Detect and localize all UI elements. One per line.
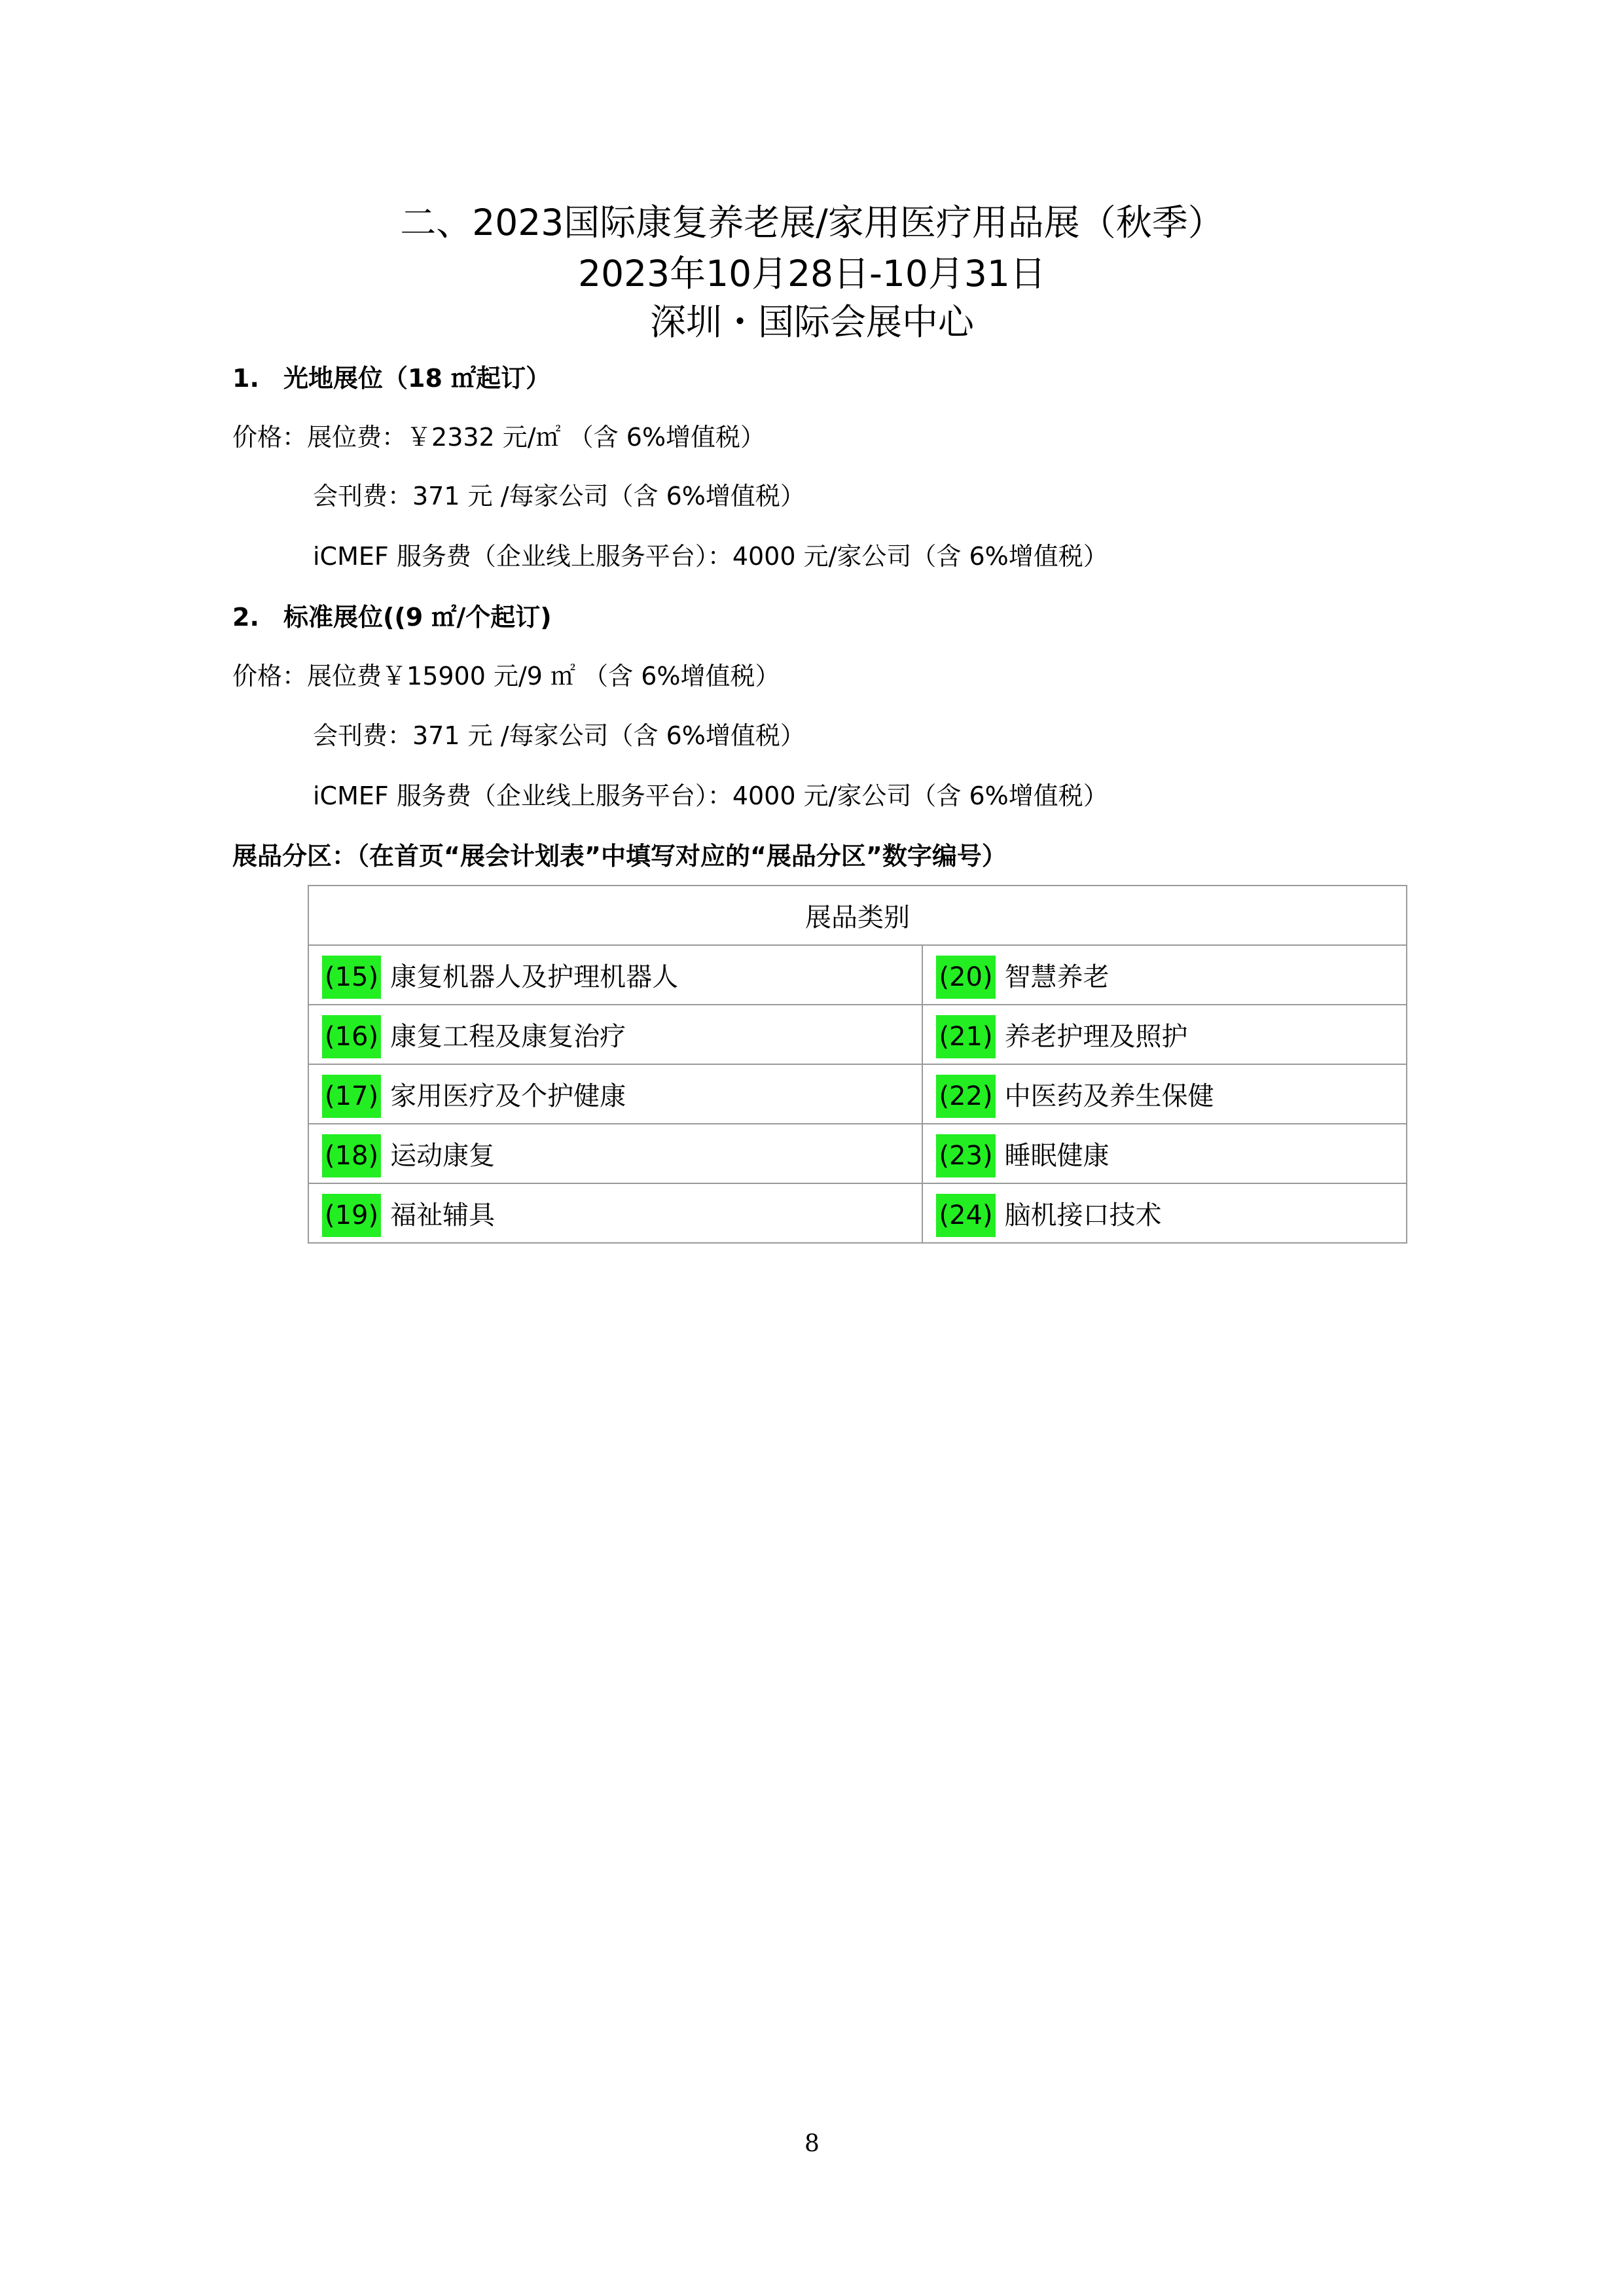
zone-code: (22) — [936, 1075, 995, 1118]
zone-label: 养老护理及照护 — [1004, 1022, 1188, 1052]
section1-heading — [232, 360, 550, 397]
section2-icmef-fee: iCMEF 服务费（企业线上服务平台）：4000 元/家公司（含 6%增值税） — [313, 781, 1108, 810]
section1-price-label: 价格： — [232, 423, 308, 452]
zone-label: 家用医疗及个护健康 — [390, 1081, 626, 1111]
section2-price-label: 价格： — [232, 662, 308, 691]
table-row — [308, 1124, 1407, 1183]
section1-icmef-fee: iCMEF 服务费（企业线上服务平台）：4000 元/家公司（含 6%增值税） — [313, 542, 1108, 571]
event-dates: 2023年10月28日-10月31日 — [578, 253, 1046, 295]
zone-label: 康复机器人及护理机器人 — [390, 962, 679, 992]
category-cell — [308, 1064, 922, 1124]
zone-code: (24) — [936, 1194, 995, 1237]
category-cell — [308, 945, 922, 1005]
section2-booth-fee-line — [232, 658, 780, 694]
zone-label: 康复工程及康复治疗 — [390, 1022, 626, 1052]
section2-catalog-fee: 会刊费：371 元 /每家公司（含 6%增值税） — [313, 721, 805, 750]
section1-booth-fee-line — [232, 419, 765, 456]
section2-heading — [232, 599, 552, 636]
section2-number: 2. — [232, 603, 259, 632]
table-row — [308, 1064, 1407, 1124]
zone-code: (16) — [322, 1015, 381, 1058]
table-header-row — [308, 886, 1407, 945]
section1-booth-fee: 展位费：￥2332 元/㎡ （含 6%增值税） — [307, 423, 766, 452]
category-cell — [922, 1005, 1407, 1064]
category-cell — [922, 1124, 1407, 1183]
section1-title: 光地展位（18 ㎡起订） — [283, 364, 551, 393]
event-venue: 深圳・国际会展中心 — [649, 301, 974, 343]
zone-code: (20) — [936, 956, 995, 999]
zone-code: (21) — [936, 1015, 995, 1058]
category-cell — [922, 945, 1407, 1005]
page-number: 8 — [804, 2130, 820, 2157]
table-row — [308, 945, 1407, 1005]
category-cell — [308, 1005, 922, 1064]
zone-label: 睡眠健康 — [1004, 1141, 1110, 1171]
zones-heading: 展品分区：（在首页“展会计划表”中填写对应的“展品分区”数字编号） — [232, 842, 1007, 870]
page-title: 二、2023国际康复养老展/家用医疗用品展（秋季） — [400, 202, 1224, 243]
zone-code: (23) — [936, 1134, 995, 1177]
category-table — [308, 885, 1407, 1244]
zone-label: 运动康复 — [390, 1141, 496, 1171]
category-cell — [922, 1064, 1407, 1124]
table-row — [308, 1183, 1407, 1243]
zone-code: (17) — [322, 1075, 381, 1118]
table-header: 展品类别 — [308, 886, 1407, 945]
zone-label: 智慧养老 — [1004, 962, 1110, 992]
zone-code: (18) — [322, 1134, 381, 1177]
zone-label: 福祉辅具 — [390, 1200, 496, 1230]
section2-booth-fee: 展位费￥15900 元/9 ㎡ （含 6%增值税） — [307, 662, 780, 691]
category-cell — [308, 1124, 922, 1183]
table-row — [308, 1005, 1407, 1064]
zone-label: 中医药及养生保健 — [1004, 1081, 1214, 1111]
section1-number: 1. — [232, 364, 259, 393]
zone-code: (19) — [322, 1194, 381, 1237]
zone-label: 脑机接口技术 — [1004, 1200, 1162, 1230]
category-cell — [922, 1183, 1407, 1243]
section1-catalog-fee: 会刊费：371 元 /每家公司（含 6%增值税） — [313, 482, 805, 511]
zone-code: (15) — [322, 956, 381, 999]
section2-title: 标准展位((9 ㎡/个起订) — [283, 603, 552, 632]
category-cell — [308, 1183, 922, 1243]
